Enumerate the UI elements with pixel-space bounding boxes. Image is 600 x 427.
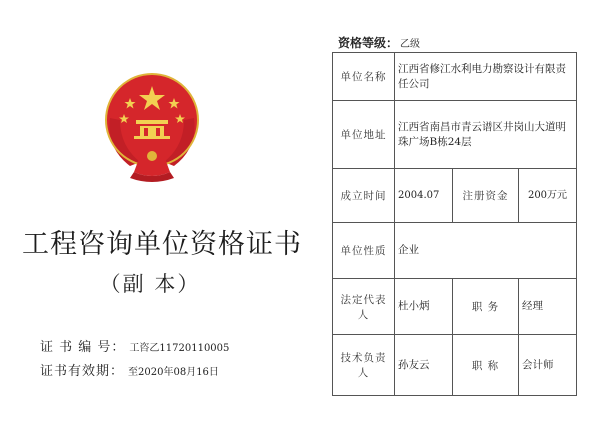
unit-name-value: 江西省修江水利电力勘察设计有限责任公司 <box>395 53 577 101</box>
established-label: 成立时间 <box>333 169 395 223</box>
table-row <box>333 169 577 223</box>
unit-name-label: 单位名称 <box>333 53 395 101</box>
tech-lead-label: 技术负责人 <box>333 335 395 396</box>
tech-lead-value: 孙友云 <box>395 335 453 396</box>
address-value: 江西省南昌市青云谱区井岗山大道明珠广场B栋24层 <box>395 101 577 169</box>
details-table <box>332 52 577 396</box>
table-row <box>333 223 577 279</box>
nature-value: 企业 <box>395 223 577 279</box>
certificate-validity-value: 至2020年08月16日 <box>128 367 219 378</box>
certificate-validity-row <box>40 360 219 379</box>
table-row <box>333 335 577 396</box>
legal-rep-label: 法定代表人 <box>333 279 395 335</box>
legal-rep-position-label: 职 务 <box>453 279 519 335</box>
legal-rep-value: 杜小炳 <box>395 279 453 335</box>
certificate-number-row <box>40 336 229 355</box>
table-row <box>333 101 577 169</box>
capital-value: 200万元 <box>519 169 577 223</box>
qualification-grade <box>338 34 420 51</box>
capital-label: 注册资金 <box>453 169 519 223</box>
certificate-subtitle: （副 本） <box>99 272 201 296</box>
certificate-number-label: 证 书 编 号： <box>40 340 126 355</box>
nature-label: 单位性质 <box>333 223 395 279</box>
grade-label: 资格等级： <box>338 36 399 50</box>
established-value: 2004.07 <box>395 169 453 223</box>
tech-lead-title-value: 会计师 <box>519 335 577 396</box>
address-label: 单位地址 <box>333 101 395 169</box>
legal-rep-position-value: 经理 <box>519 279 577 335</box>
certificate-validity-label: 证书有效期： <box>40 364 125 379</box>
grade-value: 乙级 <box>400 39 421 50</box>
national-emblem-icon <box>100 68 204 186</box>
table-row <box>333 279 577 335</box>
table-row <box>333 53 577 101</box>
tech-lead-title-label: 职 称 <box>453 335 519 396</box>
certificate-number-value: 工咨乙11720110005 <box>129 343 230 354</box>
certificate-title: 工程咨询单位资格证书 <box>22 229 302 260</box>
